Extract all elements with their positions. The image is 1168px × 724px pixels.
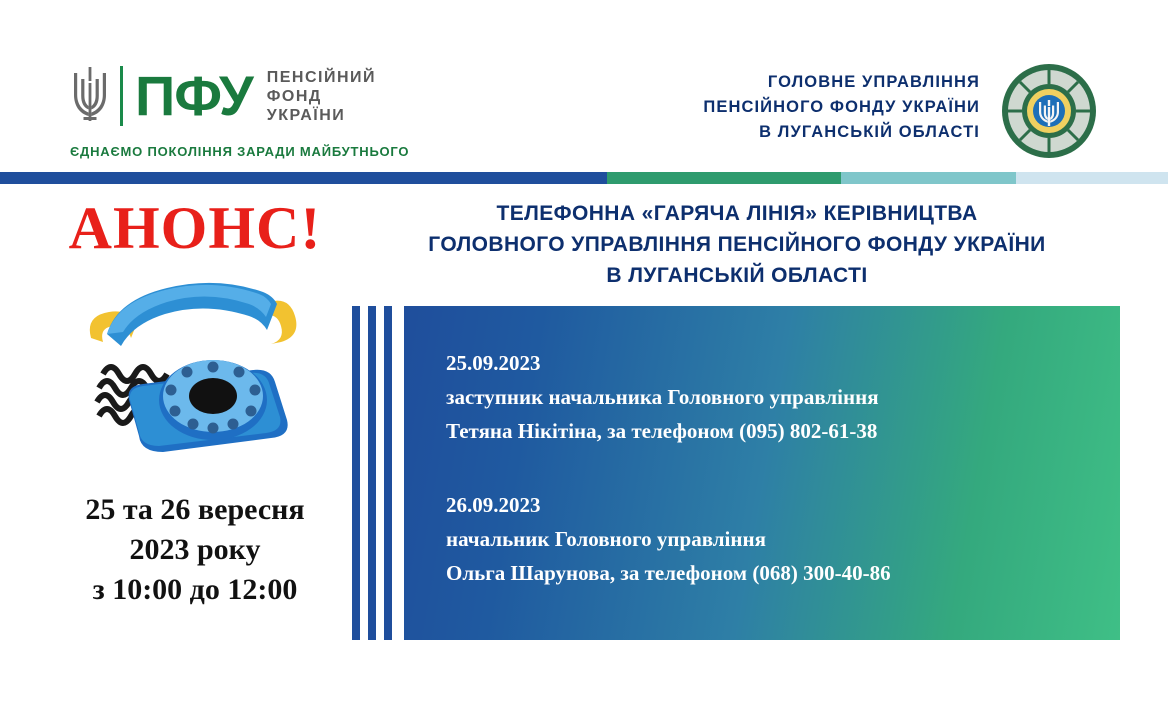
poster-header bbox=[0, 0, 1168, 172]
header-color-stripe bbox=[0, 172, 1168, 184]
hotline-info-panel bbox=[352, 306, 1120, 640]
department-title bbox=[560, 70, 980, 145]
pfu-logo bbox=[70, 58, 430, 168]
decorative-bar-3 bbox=[384, 306, 392, 640]
department-title-line3: В ЛУГАНСЬКІЙ ОБЛАСТІ bbox=[759, 123, 980, 141]
stripe-segment-lightblue bbox=[1016, 172, 1168, 184]
left-column bbox=[40, 196, 350, 666]
pfu-fullname bbox=[267, 68, 376, 125]
pfu-abbreviation: ПФУ bbox=[135, 64, 253, 127]
ukraine-trident-icon bbox=[70, 65, 110, 127]
logo-divider bbox=[120, 66, 123, 126]
poster-footer bbox=[0, 676, 1168, 724]
hotline-entry-contact: Ольга Шарунова, за телефоном (068) 300-40-86 bbox=[446, 561, 891, 585]
hotline-title-line1: ТЕЛЕФОННА «ГАРЯЧА ЛІНІЯ» КЕРІВНИЦТВА bbox=[496, 202, 978, 225]
hotline-entry-date: 26.09.2023 bbox=[446, 493, 541, 517]
decorative-bar-1 bbox=[352, 306, 360, 640]
rotary-telephone-icon bbox=[55, 266, 335, 476]
hotline-title-line2: ГОЛОВНОГО УПРАВЛІННЯ ПЕНСІЙНОГО ФОНДУ УКРАЇНИ bbox=[428, 233, 1046, 256]
stripe-segment-green bbox=[607, 172, 841, 184]
pfu-fullname-line3: УКРАЇНИ bbox=[266, 106, 346, 124]
decorative-bar-2 bbox=[368, 306, 376, 640]
hotline-entry bbox=[446, 346, 1094, 448]
announcement-heading: АНОНС! bbox=[68, 195, 322, 261]
hotline-entry-position: начальник Головного управління bbox=[446, 527, 766, 551]
department-title-line2: ПЕНСІЙНОГО ФОНДУ УКРАЇНИ bbox=[703, 98, 980, 116]
event-date bbox=[40, 490, 350, 610]
stripe-segment-teal bbox=[841, 172, 1016, 184]
hotline-entries bbox=[404, 306, 1120, 640]
event-date-line3: з 10:00 до 12:00 bbox=[92, 573, 298, 606]
pfu-fullname-line1: ПЕНСІЙНИЙ bbox=[266, 68, 377, 86]
hotline-title bbox=[352, 198, 1122, 291]
event-date-line1: 25 та 26 вересня bbox=[85, 493, 305, 526]
pfu-fullname-line2: ФОНД bbox=[266, 87, 322, 105]
pfu-slogan: ЄДНАЄМО ПОКОЛІННЯ ЗАРАДИ МАЙБУТНЬОГО bbox=[70, 144, 410, 159]
stripe-segment-blue bbox=[0, 172, 607, 184]
hotline-title-line3: В ЛУГАНСЬКІЙ ОБЛАСТІ bbox=[606, 264, 868, 287]
hotline-entry-position: заступник начальника Головного управління bbox=[446, 385, 879, 409]
department-title-line1: ГОЛОВНЕ УПРАВЛІННЯ bbox=[767, 73, 980, 91]
event-date-line2: 2023 року bbox=[129, 533, 261, 566]
logo-row bbox=[70, 58, 430, 134]
hotline-entry bbox=[446, 488, 1094, 590]
decorative-bars bbox=[352, 306, 408, 640]
pension-fund-emblem-icon bbox=[1000, 62, 1098, 160]
hotline-entry-date: 25.09.2023 bbox=[446, 351, 541, 375]
hotline-entry-contact: Тетяна Нікітіна, за телефоном (095) 802-61-38 bbox=[446, 419, 878, 443]
